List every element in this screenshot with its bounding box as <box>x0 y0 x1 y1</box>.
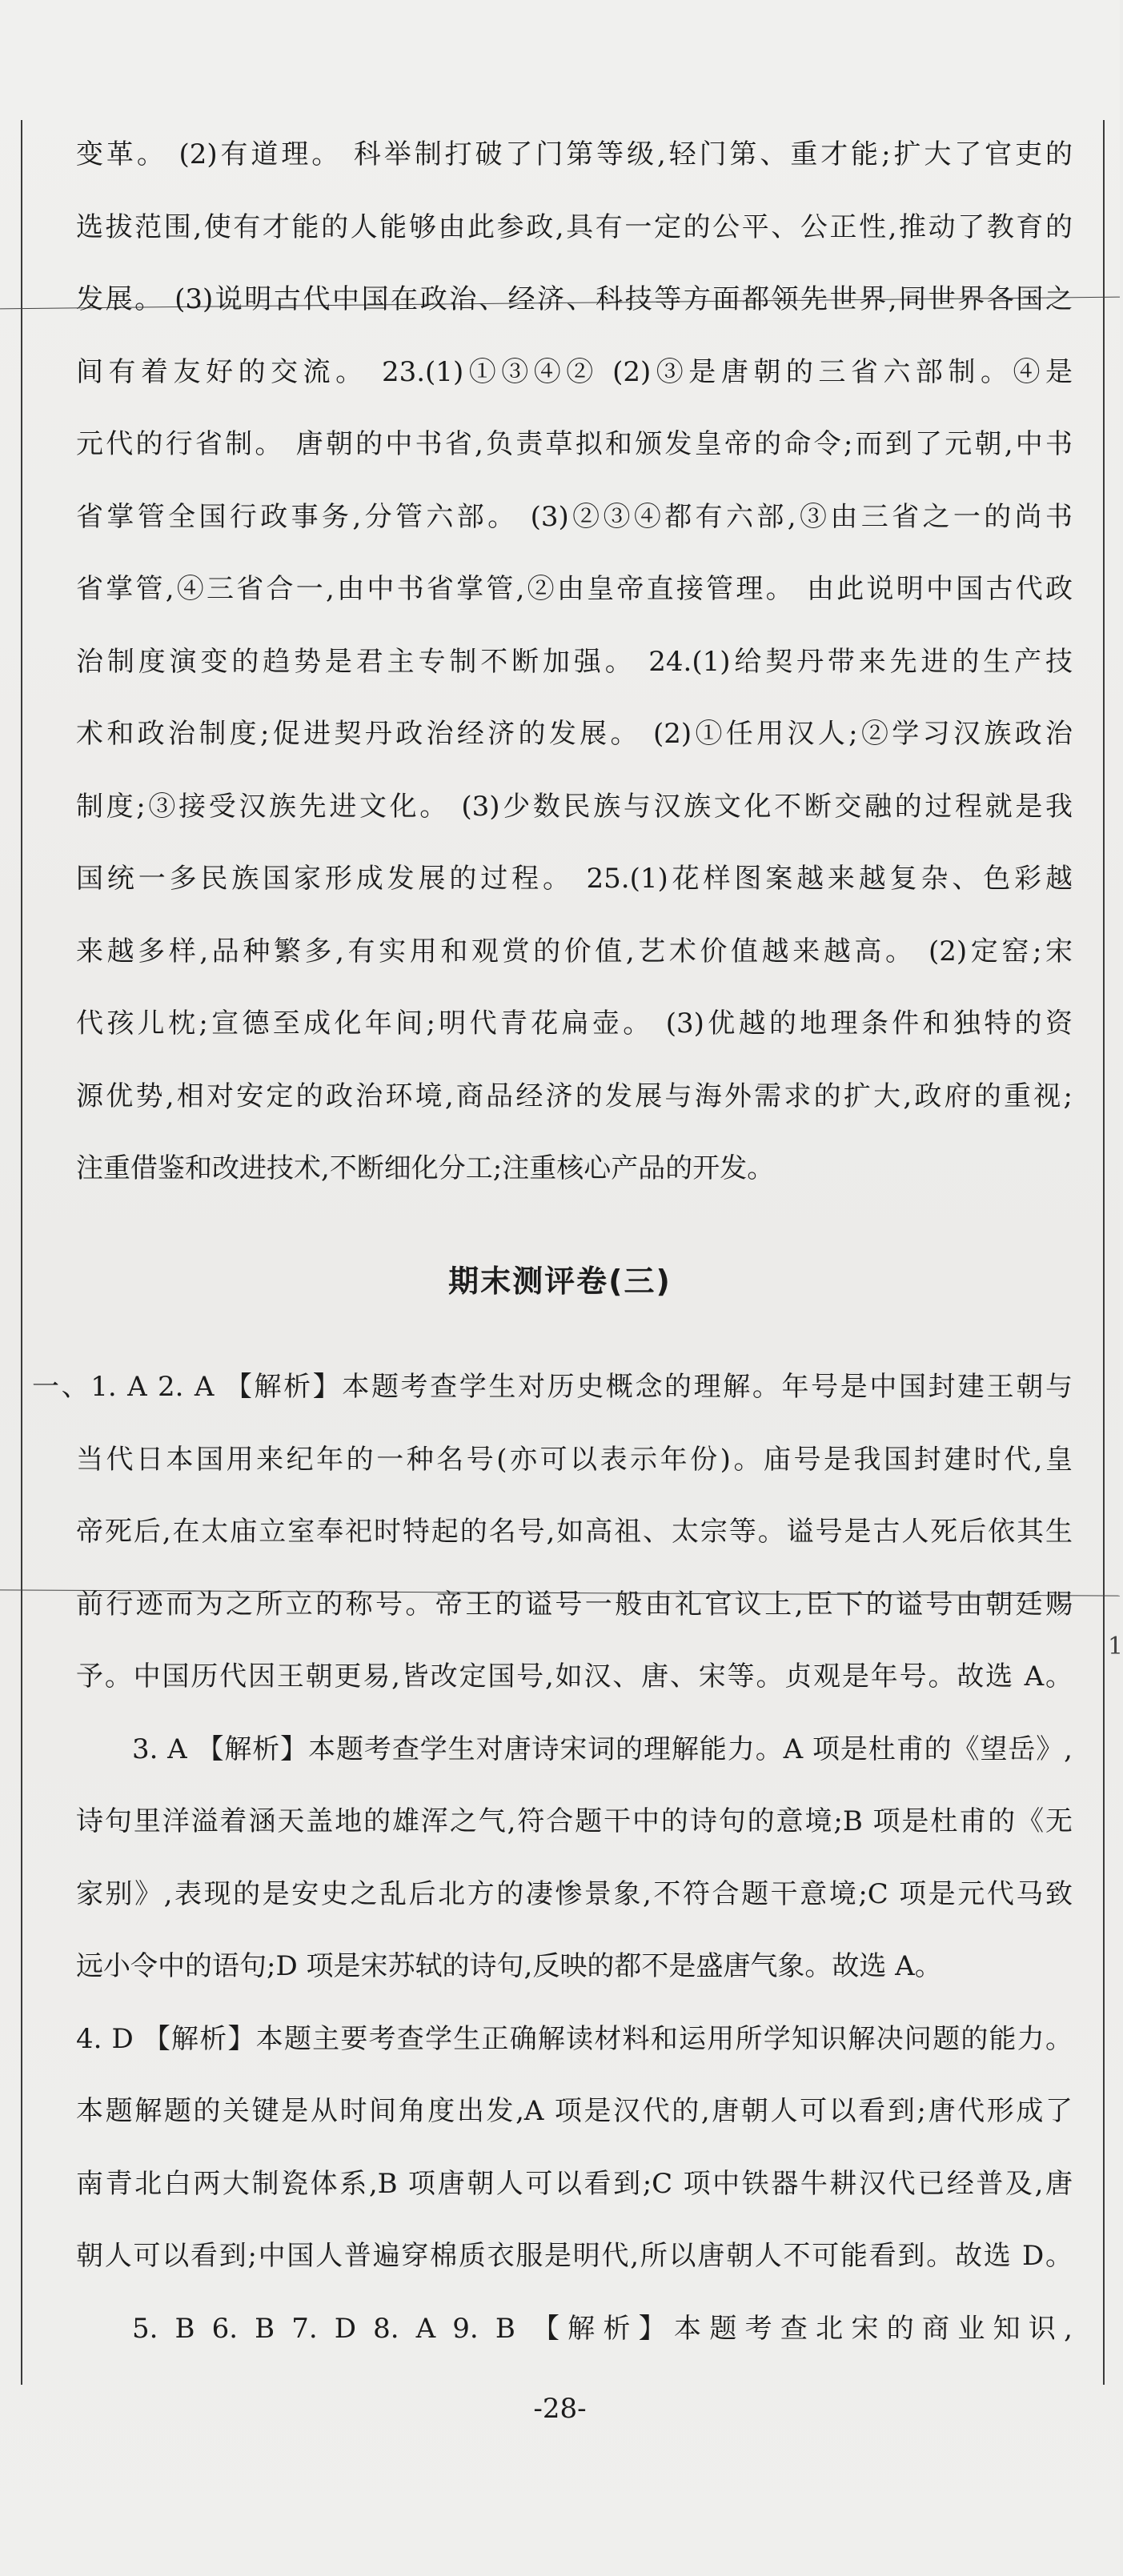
text-line: 来越多样,品种繁多,有实用和观赏的价值,艺术价值越来越高。 (2)定窑;宋 <box>76 935 1073 968</box>
text-line: 国统一多民族国家形成发展的过程。 25.(1)花样图案越来越复杂、色彩越 <box>76 863 1073 895</box>
text-line: 予。中国历代因王朝更易,皆改定国号,如汉、唐、宋等。贞观是年号。故选 A。 <box>76 1661 1073 1693</box>
text-line: 省掌管,④三省合一,由中书省掌管,②由皇帝直接管理。 由此说明中国古代政 <box>76 573 1073 605</box>
text-line: 源优势,相对安定的政治环境,商品经济的发展与海外需求的扩大,政府的重视; <box>76 1080 1073 1112</box>
text-line: 注重借鉴和改进技术,不断细化分工;注重核心产品的开发。 <box>76 1152 775 1184</box>
text-line: 发展。 (3)说明古代中国在政治、经济、科技等方面都领先世界,同世界各国之 <box>76 283 1073 315</box>
text-line: 5. B 6. B 7. D 8. A 9. B 【解析】本题考查北宋的商业知识, <box>132 2312 1073 2345</box>
answer-text-continued <box>76 118 1073 1205</box>
text-line: 远小令中的语句;D 项是宋苏轼的诗句,反映的都不是盛唐气象。故选 A。 <box>76 1950 942 1982</box>
edge-mark: 1 <box>1108 1633 1123 1661</box>
answer-text-section <box>32 1351 1073 2365</box>
left-margin-rule <box>21 120 22 2385</box>
text-line: 朝人可以看到;中国人普遍穿棉质衣服是明代,所以唐朝人不可能看到。故选 D。 <box>76 2240 1073 2272</box>
text-line: 选拔范围,使有才能的人能够由此参政,具有一定的公平、公正性,推动了教育的 <box>76 210 1073 243</box>
text-line: 南青北白两大制瓷体系,B 项唐朝人可以看到;C 项中铁器牛耕汉代已经普及,唐 <box>76 2167 1073 2200</box>
text-line: 诗句里洋溢着涵天盖地的雄浑之气,符合题干中的诗句的意境;B 项是杜甫的《无 <box>76 1805 1073 1837</box>
text-line: 当代日本国用来纪年的一种名号(亦可以表示年份)。庙号是我国封建时代,皇 <box>76 1443 1073 1476</box>
text-line: 一、1. A 2. A 【解析】本题考查学生对历史概念的理解。年号是中国封建王朝与 <box>32 1371 1073 1403</box>
text-line: 3. A 【解析】本题考查学生对唐诗宋词的理解能力。A 项是杜甫的《望岳》, <box>132 1733 1073 1765</box>
text-line: 制度;③接受汉族先进文化。 (3)少数民族与汉族文化不断交融的过程就是我 <box>76 790 1073 823</box>
text-line: 术和政治制度;促进契丹政治经济的发展。 (2)①任用汉人;②学习汉族政治 <box>76 718 1073 750</box>
text-line: 变革。 (2)有道理。 科举制打破了门第等级,轻门第、重才能;扩大了官吏的 <box>76 138 1073 170</box>
text-line: 治制度演变的趋势是君主专制不断加强。 24.(1)给契丹带来先进的生产技 <box>76 645 1073 678</box>
text-line: 4. D 【解析】本题主要考查学生正确解读材料和运用所学知识解决问题的能力。 <box>76 2022 1073 2055</box>
text-line: 帝死后,在太庙立室奉祀时特起的名号,如高祖、太宗等。谥号是古人死后依其生 <box>76 1516 1073 1548</box>
page-number: -28- <box>533 2393 587 2425</box>
text-line: 元代的行省制。 唐朝的中书省,负责草拟和颁发皇帝的命令;而到了元朝,中书 <box>76 428 1073 460</box>
text-line: 间有着友好的交流。 23.(1)①③④② (2)③是唐朝的三省六部制。④是 <box>76 355 1073 388</box>
right-margin-rule <box>1103 120 1105 2385</box>
text-line: 家别》,表现的是安史之乱后北方的凄惨景象,不符合题干意境;C 项是元代马致 <box>76 1877 1073 1910</box>
text-line: 代孩儿枕;宣德至成化年间;明代青花扁壶。 (3)优越的地理条件和独特的资 <box>76 1008 1073 1040</box>
section-title: 期末测评卷(三) <box>448 1264 672 1299</box>
text-line: 本题解题的关键是从时间角度出发,A 项是汉代的,唐朝人可以看到;唐代形成了 <box>76 2095 1073 2127</box>
text-line: 省掌管全国行政事务,分管六部。 (3)②③④都有六部,③由三省之一的尚书 <box>76 500 1073 533</box>
text-line: 前行迹而为之所立的称号。帝王的谥号一般由礼官议上,臣下的谥号由朝廷赐 <box>76 1588 1073 1621</box>
